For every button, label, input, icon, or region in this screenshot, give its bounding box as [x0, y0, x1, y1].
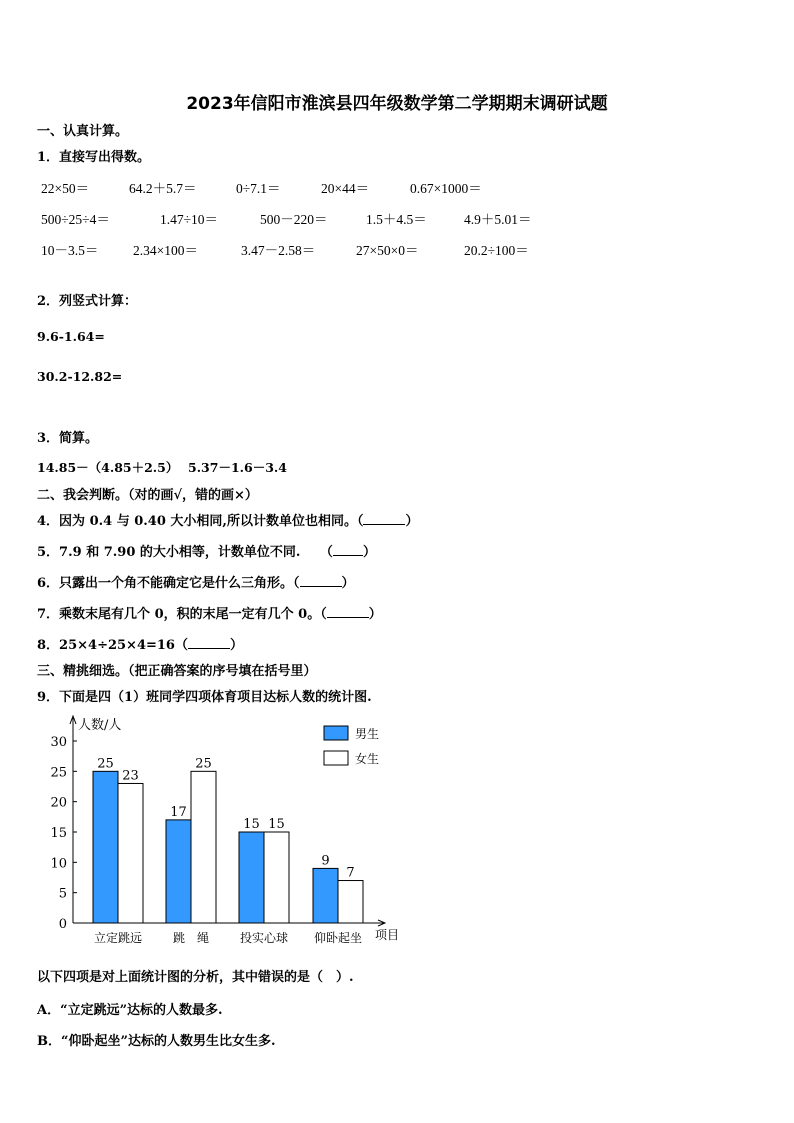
bar: [191, 771, 216, 923]
calc-item: 0.67×1000＝: [410, 181, 482, 196]
judge-item: [37, 603, 382, 622]
calc-item: 64.2＋5.7＝: [129, 181, 197, 196]
option-b[interactable]: B．“仰卧起坐”达标的人数男生比女生多.: [37, 1034, 276, 1049]
judge-text: 5．7.9 和 7.90 的大小相等，计数单位不同. （: [37, 545, 333, 560]
bar-value-label: 17: [170, 804, 187, 820]
bar: [338, 881, 363, 923]
bar-value-label: 15: [268, 817, 285, 832]
calc-item: 0÷7.1＝: [236, 181, 281, 196]
legend-label: 男生: [355, 727, 380, 741]
judge-close: ）: [229, 638, 243, 653]
y-tick-label: 25: [50, 765, 67, 781]
calc-item: 1.5＋4.5＝: [366, 212, 427, 227]
legend-label: 女生: [355, 752, 380, 766]
q2-line: 9.6-1.64=: [37, 329, 105, 344]
bar: [166, 820, 191, 923]
calc-item: 500－220＝: [260, 212, 328, 227]
y-tick-label: 5: [58, 886, 67, 902]
y-tick-label: 20: [50, 795, 67, 811]
option-a[interactable]: A．“立定跳远”达标的人数最多.: [37, 1003, 223, 1018]
x-axis-title: 项目: [375, 928, 400, 942]
judge-item: [37, 634, 243, 653]
q3-label: 3．简算。: [37, 431, 99, 446]
bar: [239, 832, 264, 923]
q9-text: 9．下面是四（1）班同学四项体育项目达标人数的统计图.: [37, 690, 372, 705]
judge-close: ）: [405, 514, 419, 529]
judge-close: ）: [368, 607, 382, 622]
q2-label: 2．列竖式计算：: [37, 294, 138, 309]
category-label: 仰卧起坐: [313, 931, 363, 945]
q3-expr: 14.85－（4.85＋2.5）: [37, 460, 179, 475]
bar-value-label: 7: [346, 865, 355, 881]
q3-expr: 5.37－1.6－3.4: [188, 460, 287, 475]
calc-item: 22×50＝: [41, 181, 90, 196]
judge-text: 4．因为 0.4 与 0.40 大小相同,所以计数单位也相同。（: [37, 514, 364, 529]
bar: [264, 832, 289, 923]
answer-blank[interactable]: [327, 605, 369, 618]
calc-item: 2.34×100＝: [133, 243, 198, 258]
judge-text: 7．乘数末尾有几个 0，积的末尾一定有几个 0。（: [37, 607, 327, 622]
page-title: 2023年信阳市淮滨县四年级数学第二学期期末调研试题: [186, 94, 608, 114]
calc-item: 20.2÷100＝: [464, 243, 529, 258]
section3-heading: 三、精挑细选。（把正确答案的序号填在括号里）: [37, 664, 317, 679]
q2-line: 30.2-12.82=: [37, 369, 123, 384]
section1-heading: 一、认真计算。: [37, 124, 129, 139]
bar-value-label: 9: [321, 853, 330, 869]
bar-value-label: 15: [243, 817, 260, 832]
section2-heading: 二、我会判断。（对的画√，错的画×）: [37, 488, 258, 503]
answer-blank[interactable]: [333, 543, 363, 556]
judge-text: 6．只露出一个角不能确定它是什么三角形。（: [37, 576, 300, 591]
judge-close: ）: [362, 545, 376, 560]
bar: [118, 783, 143, 923]
y-tick-label: 0: [58, 917, 67, 932]
judge-text: 8．25×4÷25×4=16（: [37, 638, 188, 653]
judge-item: [37, 572, 355, 591]
legend-swatch: [324, 751, 348, 765]
calc-item: 3.47－2.58＝: [241, 243, 316, 258]
judge-item: [37, 510, 418, 529]
category-label: 立定跳远: [93, 931, 143, 945]
judge-item: [37, 541, 376, 560]
y-tick-label: 10: [50, 856, 67, 872]
bar-value-label: 23: [122, 768, 139, 784]
legend-swatch: [324, 726, 348, 740]
category-label: 跳 绳: [172, 931, 210, 945]
answer-blank[interactable]: [363, 512, 405, 525]
bar-value-label: 25: [97, 756, 114, 772]
calc-item: 4.9＋5.01＝: [464, 212, 532, 227]
category-label: 投实心球: [239, 931, 289, 945]
y-tick-label: 15: [50, 826, 67, 841]
q1-label: 1．直接写出得数。: [37, 150, 151, 165]
calc-item: 10－3.5＝: [41, 243, 99, 258]
bar-value-label: 25: [195, 756, 212, 772]
judge-close: ）: [341, 576, 355, 591]
calc-item: 1.47÷10＝: [160, 212, 219, 227]
y-tick-label: 30: [50, 735, 67, 750]
bar: [93, 771, 118, 923]
answer-blank[interactable]: [300, 574, 342, 587]
calc-item: 27×50×0＝: [356, 243, 419, 258]
calc-item: 20×44＝: [321, 181, 370, 196]
y-axis-title: 人数/人: [78, 718, 122, 733]
answer-blank[interactable]: [188, 636, 230, 649]
question-text: 以下四项是对上面统计图的分析，其中错误的是（ ）.: [37, 970, 354, 985]
bar-chart: [35, 710, 415, 950]
calc-item: 500÷25÷4＝: [41, 212, 110, 227]
bar: [313, 868, 338, 923]
